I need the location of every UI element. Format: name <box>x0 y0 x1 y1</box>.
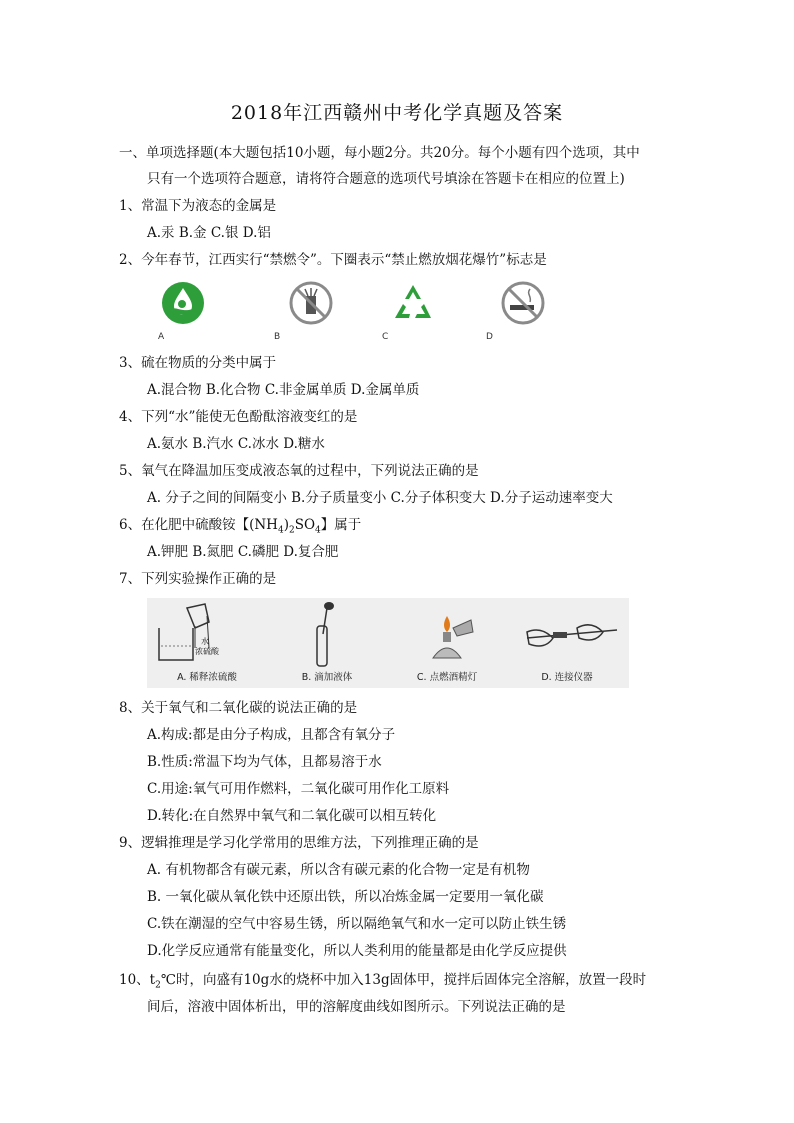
experiment-caption-d: D. 连接仪器 <box>541 672 593 683</box>
question-9-option-d: D.化学反应通常有能量变化，所以人类利用的能量都是由化学反应提供 <box>147 943 567 959</box>
question-7: 7、下列实验操作正确的是 <box>119 571 277 587</box>
recycle-icon <box>390 280 436 326</box>
sign-options <box>150 280 570 350</box>
subscript: 4 <box>277 525 284 536</box>
question-10-stem-a: 10、t <box>119 972 156 988</box>
question-6-stem-d: 】属于 <box>320 517 362 533</box>
question-1-options: A.汞 B.金 C.银 D.铝 <box>147 225 271 241</box>
question-6-stem-c: SO <box>294 517 316 533</box>
question-6 <box>119 515 361 541</box>
question-8-option-b: B.性质:常温下均为气体，且都易溶于水 <box>147 754 382 770</box>
sign-label-c: C <box>382 332 389 342</box>
experiment-c <box>387 598 507 688</box>
question-2: 2、今年春节，江西实行“禁燃令”。下圈表示“禁止燃放烟花爆竹”标志是 <box>119 252 547 268</box>
experiment-d <box>507 598 627 688</box>
water-saving-icon <box>160 280 206 326</box>
section-heading: 一、单项选择题(本大题包括10小题，每小题2分。共20分。每个小题有四个选项，其中 <box>119 145 640 161</box>
subscript: 4 <box>315 525 321 536</box>
experiment-caption-a: A. 稀释浓硫酸 <box>177 672 237 683</box>
question-9: 9、逻辑推理是学习化学常用的思维方法，下列推理正确的是 <box>119 835 479 851</box>
question-4: 4、下列“水”能使无色酚酞溶液变红的是 <box>119 409 358 425</box>
alcohol-lamp-icon <box>387 598 507 668</box>
question-9-option-a: A. 有机物都含有碳元素，所以含有碳元素的化合物一定是有机物 <box>147 862 530 878</box>
question-6-stem-a: 6、在化肥中硫酸铵【(NH <box>119 517 278 533</box>
question-3: 3、硫在物质的分类中属于 <box>119 355 277 371</box>
question-8-option-d: D.转化:在自然界中氧气和二氧化碳可以相互转化 <box>147 808 437 824</box>
beaker-pouring-icon <box>147 598 267 668</box>
question-10-stem-b: ℃时，向盛有10g水的烧杯中加入13g固体甲，搅拌后固体完全溶解，放置一段时 <box>160 972 647 988</box>
question-8-option-a: A.构成:都是由分子构成，且都含有氧分子 <box>147 727 396 743</box>
dropper-icon <box>267 598 387 668</box>
section-heading-cont: 只有一个选项符合题意，请将符合题意的选项代号填涂在答题卡在相应的位置上) <box>147 171 625 187</box>
experiment-b <box>267 598 387 688</box>
page-title: 2018年江西赣州中考化学真题及答案 <box>230 102 564 124</box>
no-smoking-icon <box>500 280 546 326</box>
question-6-options: A.钾肥 B.氮肥 C.磷肥 D.复合肥 <box>147 544 339 560</box>
experiment-a <box>147 598 267 688</box>
question-5: 5、氧气在降温加压变成液态氧的过程中，下列说法正确的是 <box>119 463 479 479</box>
question-5-options: A. 分子之间的间隔变小 B.分子质量变小 C.分子体积变大 D.分子运动速率变大 <box>147 490 613 506</box>
experiment-caption-b: B. 滴加液体 <box>301 672 353 683</box>
subscript: 2 <box>155 980 161 991</box>
water-tag: 水 <box>201 637 209 646</box>
no-firecrackers-icon <box>288 280 334 326</box>
question-10 <box>119 970 646 996</box>
acid-tag: 浓硫酸 <box>195 647 219 656</box>
experiment-figure <box>147 598 629 688</box>
sign-label-d: D <box>486 332 493 342</box>
question-8: 8、关于氧气和二氧化碳的说法正确的是 <box>119 700 358 716</box>
question-1: 1、常温下为液态的金属是 <box>119 198 277 214</box>
subscript: 2 <box>288 525 295 536</box>
connecting-tubes-icon <box>507 598 627 668</box>
question-10-cont: 间后，溶液中固体析出，甲的溶解度曲线如图所示。下列说法正确的是 <box>147 999 566 1015</box>
sign-label-a: A <box>158 332 165 342</box>
question-6-stem-b: ) <box>283 517 289 533</box>
question-8-option-c: C.用途:氧气可用作燃料，二氧化碳可用作化工原料 <box>147 781 450 797</box>
sign-label-b: B <box>274 332 281 342</box>
question-9-option-c: C.铁在潮湿的空气中容易生锈，所以隔绝氧气和水一定可以防止铁生锈 <box>147 916 567 932</box>
question-9-option-b: B. 一氧化碳从氧化铁中还原出铁，所以冶炼金属一定要用一氧化碳 <box>147 889 544 905</box>
experiment-caption-c: C. 点燃酒精灯 <box>416 672 478 683</box>
question-3-options: A.混合物 B.化合物 C.非金属单质 D.金属单质 <box>147 382 420 398</box>
question-4-options: A.氨水 B.汽水 C.冰水 D.糖水 <box>147 436 325 452</box>
